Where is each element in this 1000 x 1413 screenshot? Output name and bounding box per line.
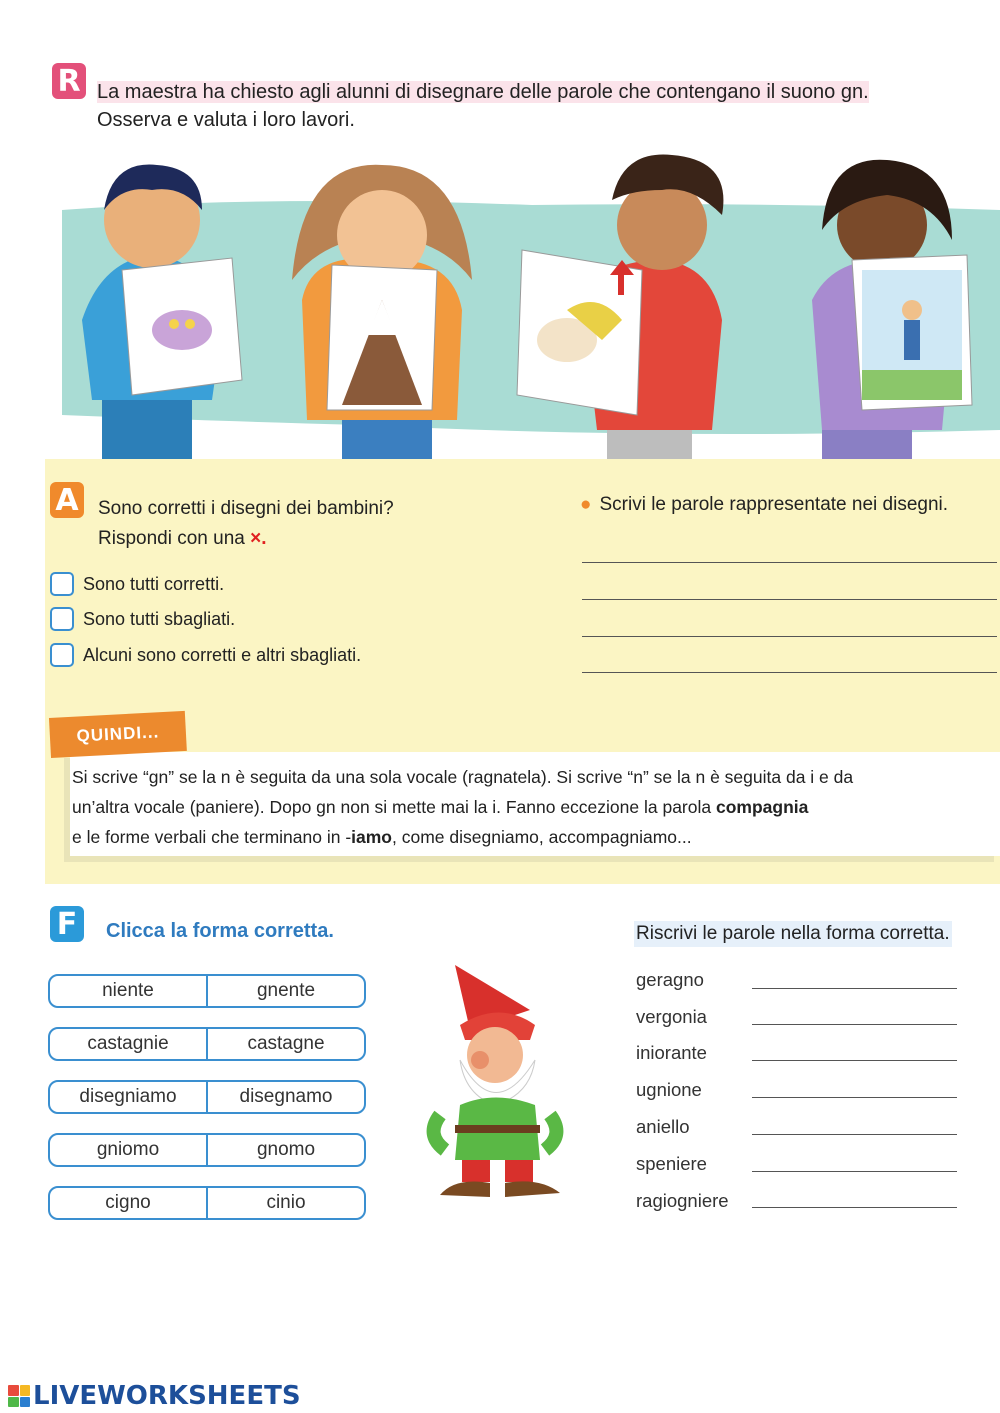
choice-pair — [48, 1133, 366, 1167]
rewrite-word: geragno — [636, 969, 704, 990]
bullet-icon: ● — [580, 494, 592, 515]
answer-line-4[interactable] — [582, 672, 997, 673]
rewrite-word: aniello — [636, 1116, 690, 1137]
rewrite-word: ugnione — [636, 1079, 702, 1100]
choice-pair — [48, 1186, 366, 1220]
choice-option[interactable]: cigno — [50, 1188, 208, 1218]
section-r-instructions — [97, 78, 869, 134]
checkbox-all-wrong[interactable] — [50, 607, 74, 631]
section-r-line1: La maestra ha chiesto agli alunni di disegnare delle parole che contengano il suono gn. — [97, 81, 869, 103]
section-a-badge: A — [50, 482, 84, 518]
gnome-illustration — [400, 955, 595, 1205]
section-f-title: Clicca la forma corretta. — [106, 920, 334, 942]
choice-option[interactable]: cinio — [266, 1192, 306, 1213]
option-all-wrong[interactable] — [50, 607, 235, 631]
rewrite-title: Riscrivi le parole nella forma corretta. — [634, 921, 952, 947]
choice-option[interactable]: gniomo — [50, 1135, 208, 1165]
rule-exception-word: compagnia — [715, 797, 809, 817]
rule-text — [72, 762, 997, 852]
rewrite-word: speniere — [636, 1153, 707, 1174]
children-drawings-illustration — [62, 140, 1000, 460]
write-words-instruction — [580, 494, 948, 516]
rule-line-3-text-c: , come disegniamo, accompagniamo... — [392, 827, 692, 847]
option-all-correct-label: Sono tutti corretti. — [83, 573, 225, 594]
choice-pair — [48, 974, 366, 1008]
logo-text: LIVEWORKSHEETS — [33, 1381, 301, 1411]
choice-option[interactable]: castagnie — [50, 1029, 208, 1059]
section-r-line2: Osserva e valuta i loro lavori. — [97, 109, 355, 131]
choice-pair — [48, 1080, 366, 1114]
rewrite-answer-line[interactable] — [752, 1060, 957, 1061]
option-some-correct-label: Alcuni sono corretti e altri sbagliati. — [83, 644, 362, 665]
rewrite-word: ragiogniere — [636, 1190, 729, 1211]
option-all-correct[interactable] — [50, 572, 224, 596]
rule-line-2-text: un’altra vocale (paniere). Dopo gn non si mette mai la i. Fanno eccezione la parola — [72, 797, 716, 817]
rule-line-2 — [72, 792, 997, 822]
rewrite-answer-line[interactable] — [752, 988, 957, 989]
checkbox-some-correct[interactable] — [50, 643, 74, 667]
answer-line-2[interactable] — [582, 599, 997, 600]
answer-line-3[interactable] — [582, 636, 997, 637]
option-some-correct[interactable] — [50, 643, 361, 667]
rule-line-1: Si scrive “gn” se la n è seguita da una sola vocale (ragnatela). Si scrive “n” se la n è seguita da i e da — [72, 767, 854, 787]
section-a-question — [98, 494, 394, 554]
liveworksheets-logo — [8, 1381, 301, 1411]
choice-option[interactable]: disegniamo — [50, 1082, 208, 1112]
answer-line-1[interactable] — [582, 562, 997, 563]
choice-pair — [48, 1027, 366, 1061]
rule-suffix: iamo — [351, 827, 393, 847]
rewrite-answer-line[interactable] — [752, 1097, 957, 1098]
rewrite-word: iniorante — [636, 1042, 707, 1063]
choice-option[interactable]: castagne — [247, 1033, 325, 1054]
rule-line-3 — [72, 822, 997, 852]
section-a-question-line2: Rispondi con una — [98, 528, 245, 549]
choice-option[interactable]: gnente — [256, 980, 316, 1001]
section-f-badge: F — [50, 906, 84, 942]
rewrite-word: vergonia — [636, 1006, 707, 1027]
write-words-label: Scrivi le parole rappresentate nei disegni. — [599, 494, 949, 515]
rewrite-answer-line[interactable] — [752, 1134, 957, 1135]
section-a-question-line1: Sono corretti i disegni dei bambini? — [98, 498, 394, 519]
option-all-wrong-label: Sono tutti sbagliati. — [83, 608, 236, 629]
quindi-label: QUINDI... — [49, 711, 187, 758]
rewrite-answer-line[interactable] — [752, 1207, 957, 1208]
child-mountain-drawing — [292, 165, 472, 460]
logo-grid-icon — [8, 1385, 30, 1407]
section-r-badge: R — [52, 63, 86, 99]
choice-option[interactable]: gnomo — [256, 1139, 316, 1160]
rewrite-answer-line[interactable] — [752, 1024, 957, 1025]
checkbox-all-correct[interactable] — [50, 572, 74, 596]
rule-line-3-text-a: e le forme verbali che terminano in - — [72, 827, 352, 847]
choice-option[interactable]: niente — [50, 976, 208, 1006]
x-mark: ×. — [250, 528, 267, 549]
rewrite-answer-line[interactable] — [752, 1171, 957, 1172]
choice-option[interactable]: disegnamo — [239, 1086, 333, 1107]
